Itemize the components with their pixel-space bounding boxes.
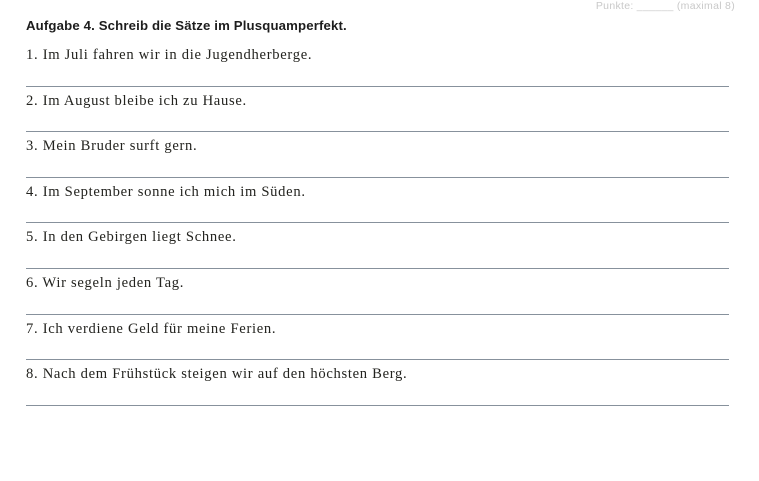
- answer-line[interactable]: [26, 131, 729, 132]
- task-title: Aufgabe 4. Schreib die Sätze im Plusquamperfekt.: [26, 18, 347, 33]
- exercise-list: [22, 47, 737, 412]
- answer-line[interactable]: [26, 359, 729, 360]
- list-item: [26, 93, 737, 139]
- answer-line[interactable]: [26, 222, 729, 223]
- exercise-sentence: 8. Nach dem Frühstück steigen wir auf den höchsten Berg.: [26, 366, 408, 383]
- list-item: [26, 321, 737, 367]
- list-item: [26, 138, 737, 184]
- exercise-sentence: 6. Wir segeln jeden Tag.: [26, 274, 185, 291]
- list-item: [26, 184, 737, 230]
- answer-line[interactable]: [26, 268, 729, 269]
- list-item: [26, 366, 737, 412]
- exercise-sentence: 2. Im August bleibe ich zu Hause.: [26, 92, 247, 109]
- list-item: [26, 275, 737, 321]
- exercise-sentence: 3. Mein Bruder surft gern.: [26, 138, 198, 155]
- exercise-sentence: 4. Im September sonne ich mich im Süden.: [26, 183, 306, 200]
- exercise-sentence: 5. In den Gebirgen liegt Schnee.: [26, 229, 237, 246]
- answer-line[interactable]: [26, 314, 729, 315]
- points-note: Punkte: ______ (maximal 8): [595, 0, 735, 12]
- exercise-sentence: 7. Ich verdiene Geld für meine Ferien.: [26, 320, 277, 337]
- list-item: [26, 47, 737, 93]
- exercise-sentence: 1. Im Juli fahren wir in die Jugendherberge.: [26, 47, 313, 63]
- answer-line[interactable]: [26, 86, 729, 87]
- list-item: [26, 229, 737, 275]
- answer-line[interactable]: [26, 405, 729, 406]
- answer-line[interactable]: [26, 177, 729, 178]
